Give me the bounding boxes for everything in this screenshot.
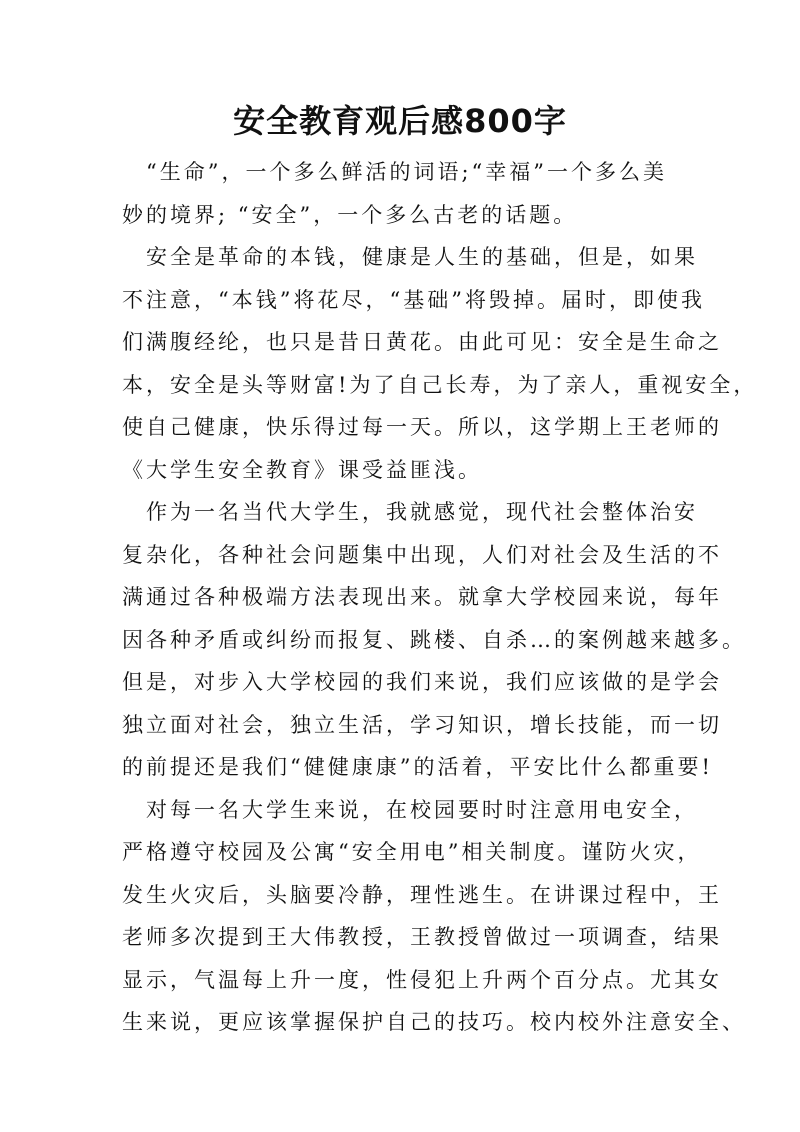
text-line: 的前提还是我们“健健康康”的活着，平安比什么都重要! (122, 755, 713, 779)
text-line: 老师多次提到王大伟教授，王教授曾做过一项调查，结果 (122, 925, 722, 949)
document-title: 安全教育观后感800字 (233, 102, 567, 140)
text-line: 严格遵守校园及公寓“安全用电”相关制度。谨防火灾， (122, 840, 702, 864)
text-line: 不注意，“本钱”将花尽，“基础”将毁掉。届时，即使我 (122, 287, 705, 312)
text-line: 发生火灾后，头脑要冷静，理性逃生。在讲课过程中，王 (122, 882, 722, 907)
text-line: “生命”，一个多么鲜活的词语;“幸福”一个多么美 (122, 160, 668, 184)
text-line: 独立面对社会，独立生活，学习知识，增长技能，而一切 (122, 712, 722, 737)
text-line: 对每一名大学生来说，在校园要时时注意用电安全， (122, 797, 698, 822)
document-body (122, 151, 758, 1044)
text-line: 们满腹经纶，也只是昔日黄花。由此可见：安全是生命之 (122, 330, 722, 354)
text-line: 安全是革命的本钱，健康是人生的基础，但是，如果 (122, 245, 698, 269)
text-line: 使自己健康，快乐得过每一天。所以，这学期上王老师的 (122, 415, 722, 439)
text-line: 生来说，更应该掌握保护自己的技巧。校内校外注意安全、 (122, 1010, 746, 1034)
text-line: 《大学生安全教育》课受益匪浅。 (122, 457, 482, 482)
text-line: 但是，对步入大学校园的我们来说，我们应该做的是学会 (122, 670, 722, 694)
text-line: 复杂化，各种社会问题集中出现，人们对社会及生活的不 (122, 542, 722, 567)
text-line: 因各种矛盾或纠纷而报复、跳楼、自杀…的案例越来越多。 (122, 627, 746, 652)
text-line: 显示，气温每上升一度，性侵犯上升两个百分点。尤其女 (122, 967, 722, 992)
text-line: 作为一名当代大学生，我就感觉，现代社会整体治安 (122, 500, 698, 524)
text-line: 本，安全是头等财富!为了自己长寿，为了亲人，重视安全， (122, 372, 758, 397)
text-line: 妙的境界; “安全”，一个多么古老的话题。 (122, 202, 578, 227)
text-line: 满通过各种极端方法表现出来。就拿大学校园来说，每年 (122, 585, 722, 609)
